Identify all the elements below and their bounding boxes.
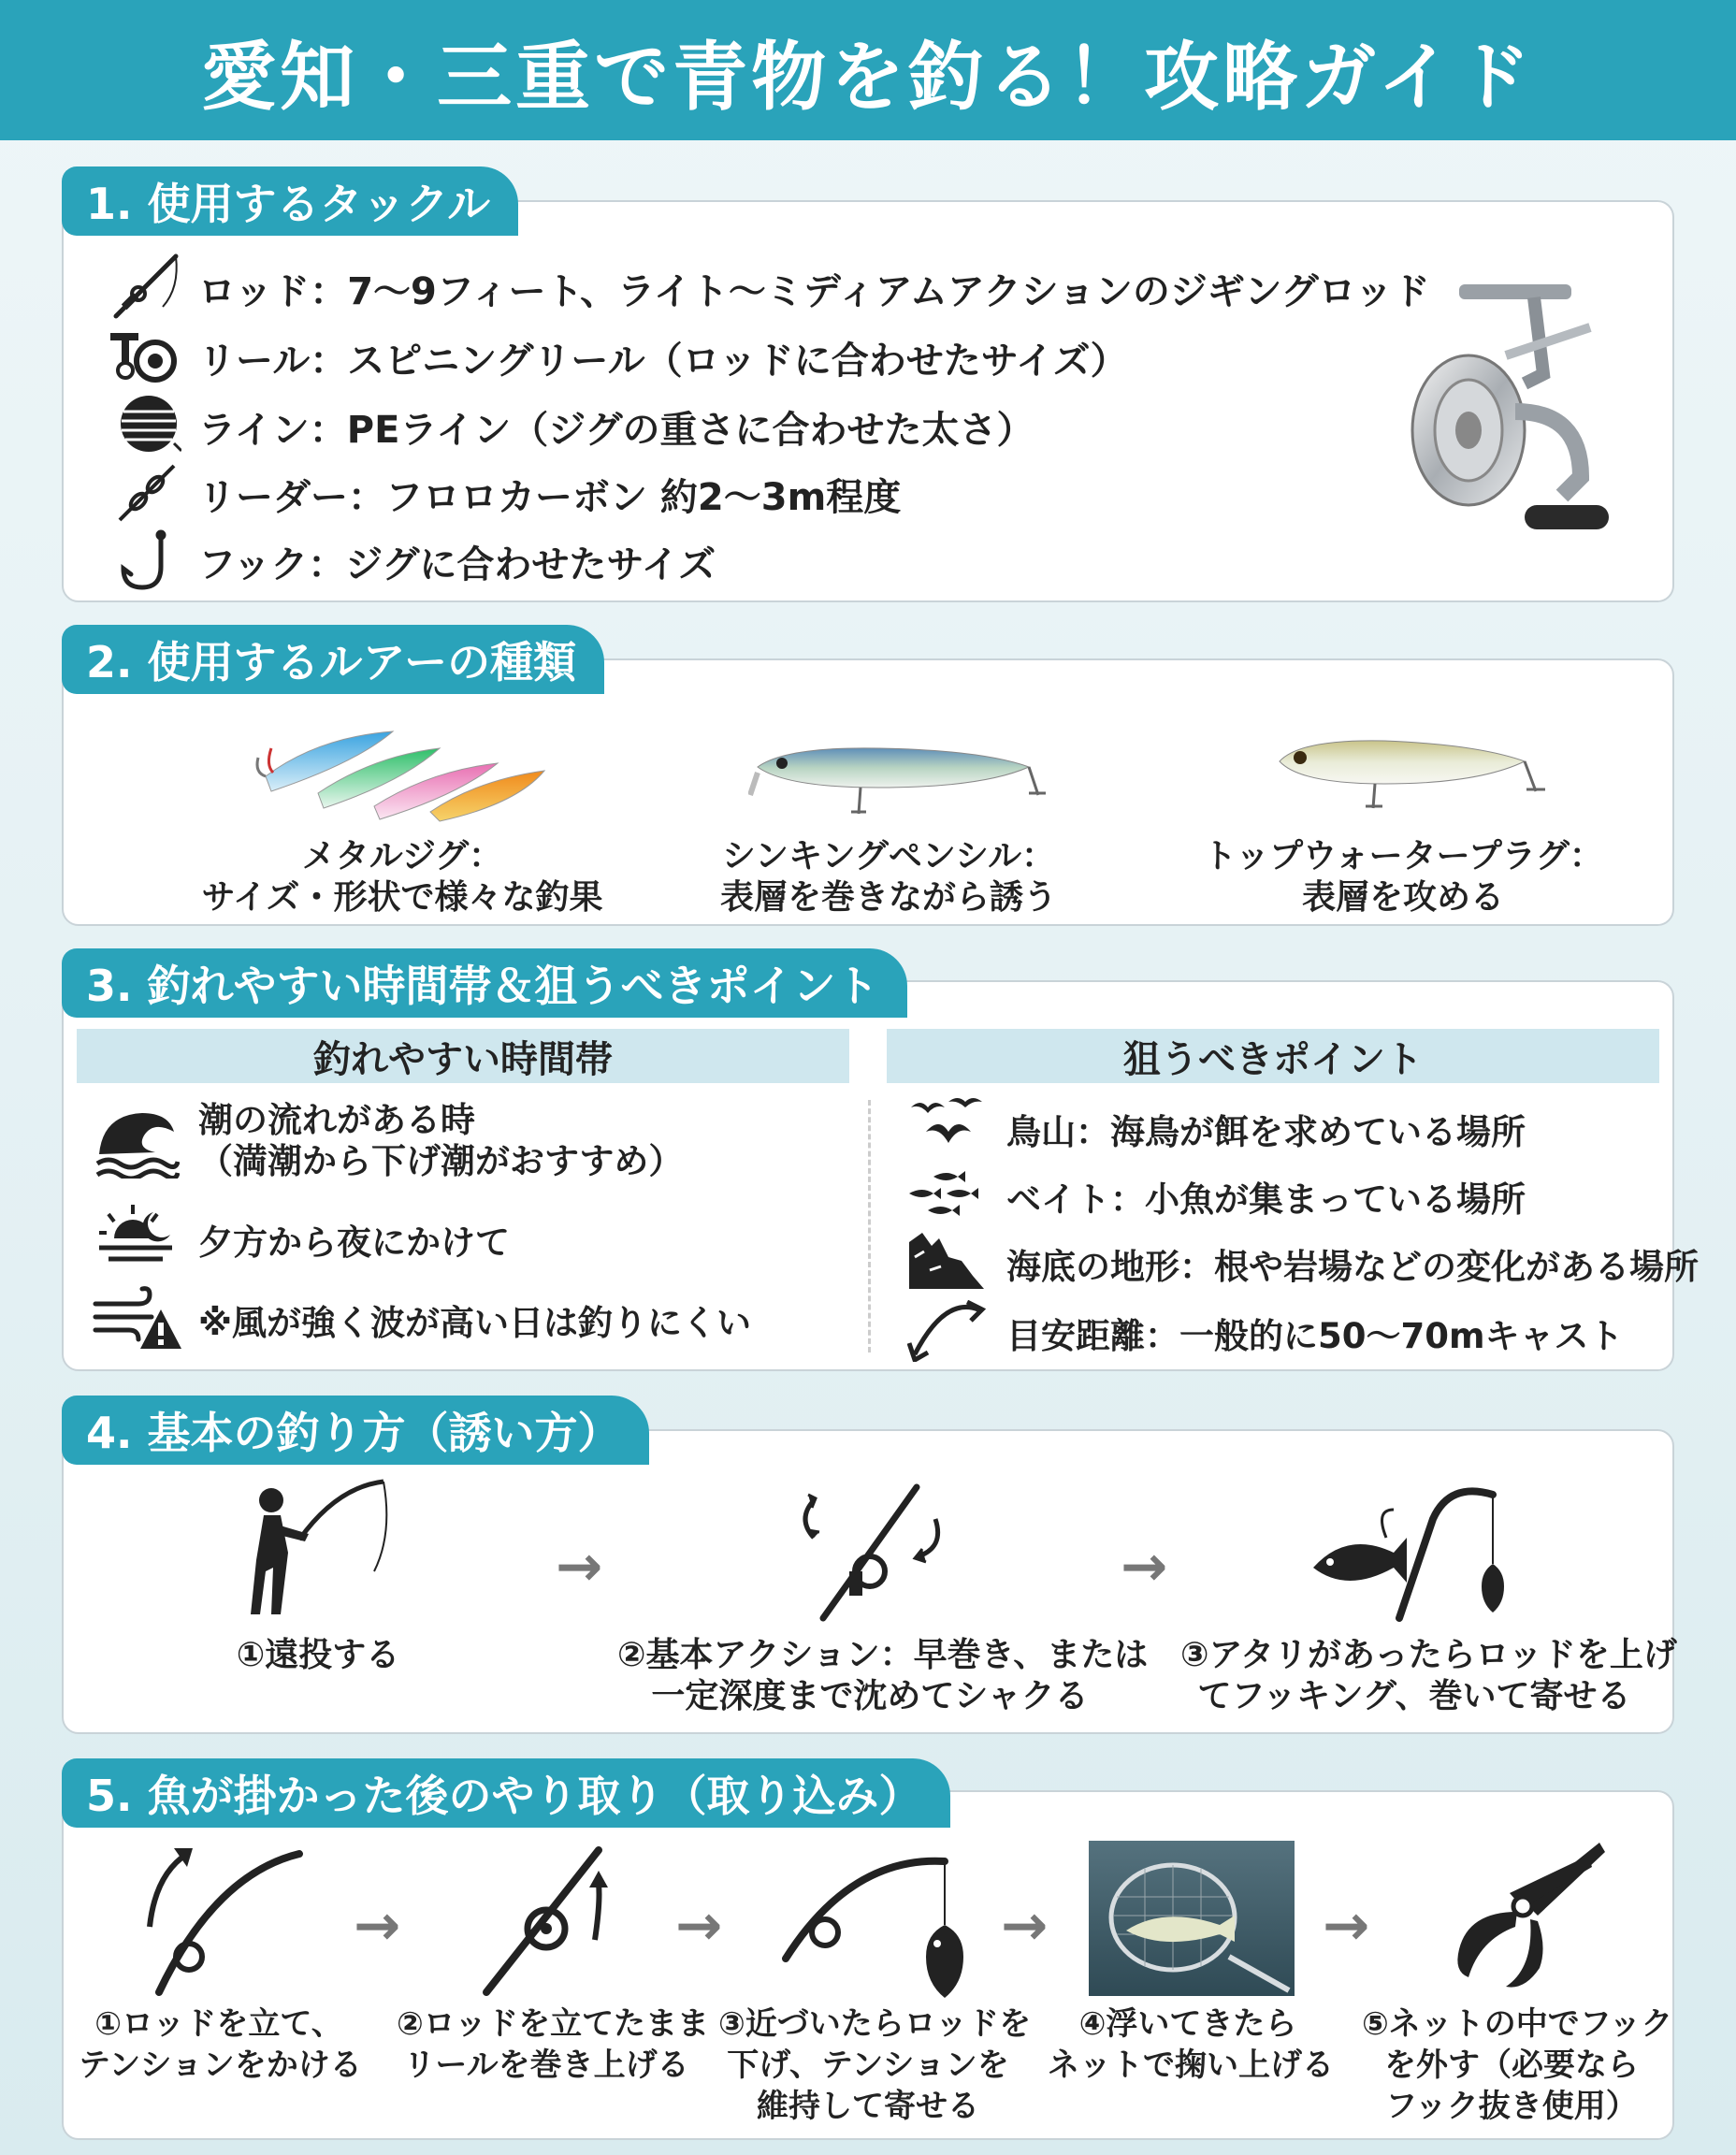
pliers-icon <box>1431 1837 1609 1996</box>
topwater-plug-image <box>1272 730 1553 823</box>
point-item-seabed: 海底の地形：根や岩場などの変化がある場所 <box>1006 1247 1699 1287</box>
rod-icon <box>110 251 181 322</box>
landing-step-4: ④浮いてきたら ネットで掬い上げる <box>1048 2005 1334 2084</box>
landing-arrow-3: → <box>1001 1893 1049 1959</box>
tackle-hook-text: フック：ジグに合わせたサイズ <box>198 543 716 586</box>
distance-icon <box>907 1300 986 1362</box>
tackle-line-text: ライン：PEライン（ジグの重さに合わせた太さ） <box>198 409 1034 452</box>
landing-heading: 5. 魚が掛かった後のやり取り（取り込み） <box>62 1758 950 1828</box>
landing-arrow-1: → <box>354 1893 401 1959</box>
hooking-fish-icon <box>1309 1482 1515 1622</box>
landing-step-2: ②ロッドを立てたまま リールを巻き上げる <box>397 2005 710 2084</box>
time-item-tide: 潮の流れがある時 （満潮から下げ潮がおすすめ） <box>198 1100 684 1181</box>
tackle-leader-text: リーダー：フロロカーボン 約2〜3m程度 <box>198 476 902 519</box>
method-arrow-1: → <box>556 1534 603 1599</box>
landing-net-photo <box>1089 1841 1295 1996</box>
hook-icon <box>116 529 176 591</box>
method-heading: 4. 基本の釣り方（誘い方） <box>62 1396 649 1465</box>
time-item-wind-note: ※風が強く波が高い日は釣りにくい <box>198 1303 751 1343</box>
tackle-rod-text: ロッド：7〜9フィート、ライト〜ミディアムアクションのジギングロッド <box>198 270 1430 313</box>
point-item-distance: 目安距離：一般的に50〜70mキャスト <box>1006 1316 1624 1356</box>
method-step-3: ③アタリがあったらロッドを上げ てフッキング、巻いて寄せる <box>1180 1636 1677 1715</box>
page-title: 愛知・三重で青物を釣る！攻略ガイド <box>201 33 1535 121</box>
column-divider <box>868 1100 871 1352</box>
metal-jig-image <box>253 711 561 823</box>
landing-step-1: ①ロッドを立て、 テンションをかける <box>79 2005 362 2084</box>
rod-action-icon <box>795 1482 954 1622</box>
time-subheading: 釣れやすい時間帯 <box>77 1029 849 1083</box>
landing-step-3: ③近づいたらロッドを 下げ、テンションを 維持して寄せる <box>718 2005 1032 2125</box>
baitfish-icon <box>905 1167 988 1220</box>
spinning-reel-image <box>1394 271 1618 571</box>
sunset-icon <box>95 1201 176 1266</box>
reel-up-icon <box>468 1846 627 1996</box>
time-item-evening: 夕方から夜にかけて <box>198 1222 510 1263</box>
wave-icon <box>94 1107 180 1179</box>
lure-caption-topwater: トップウォータープラグ： 表層を攻める <box>1203 837 1603 917</box>
reel-icon <box>108 324 183 389</box>
page-header <box>0 0 1736 140</box>
tackle-heading: 1. 使用するタックル <box>62 166 518 236</box>
tackle-reel-text: リール：スピニングリール（ロッドに合わせたサイズ） <box>198 340 1128 383</box>
point-item-birds: 鳥山：海鳥が餌を求めている場所 <box>1006 1112 1526 1152</box>
wind-warning-icon <box>92 1285 181 1352</box>
leader-knot-icon <box>116 462 178 524</box>
lure-caption-metal-jig: メタルジグ： サイズ・形状で様々な釣果 <box>201 837 603 917</box>
landing-arrow-2: → <box>675 1893 723 1959</box>
landing-arrow-4: → <box>1323 1893 1370 1959</box>
lures-heading: 2. 使用するルアーの種類 <box>62 625 604 694</box>
lure-caption-sinking-pencil: シンキングペンシル： 表層を巻きながら誘う <box>719 837 1057 917</box>
rod-raise-icon <box>131 1837 309 1996</box>
rod-lower-fish-icon <box>776 1846 963 2005</box>
method-step-1: ①遠投する <box>236 1636 400 1674</box>
method-arrow-2: → <box>1121 1534 1168 1599</box>
landing-step-5: ⑤ネットの中でフック を外す（必要なら フック抜き使用） <box>1362 2005 1673 2125</box>
method-step-2: ②基本アクション：早巻き、または 一定深度まで沈めてシャクる <box>617 1636 1149 1715</box>
points-subheading: 狙うべきポイント <box>887 1029 1659 1083</box>
angler-casting-icon <box>243 1478 393 1618</box>
line-spool-icon <box>116 393 181 455</box>
time-points-heading: 3. 釣れやすい時間帯＆狙うべきポイント <box>62 948 907 1018</box>
seabed-icon <box>907 1229 986 1291</box>
sinking-pencil-image <box>748 739 1048 832</box>
point-item-bait: ベイト：小魚が集まっている場所 <box>1006 1179 1526 1220</box>
seabirds-icon <box>907 1094 986 1154</box>
